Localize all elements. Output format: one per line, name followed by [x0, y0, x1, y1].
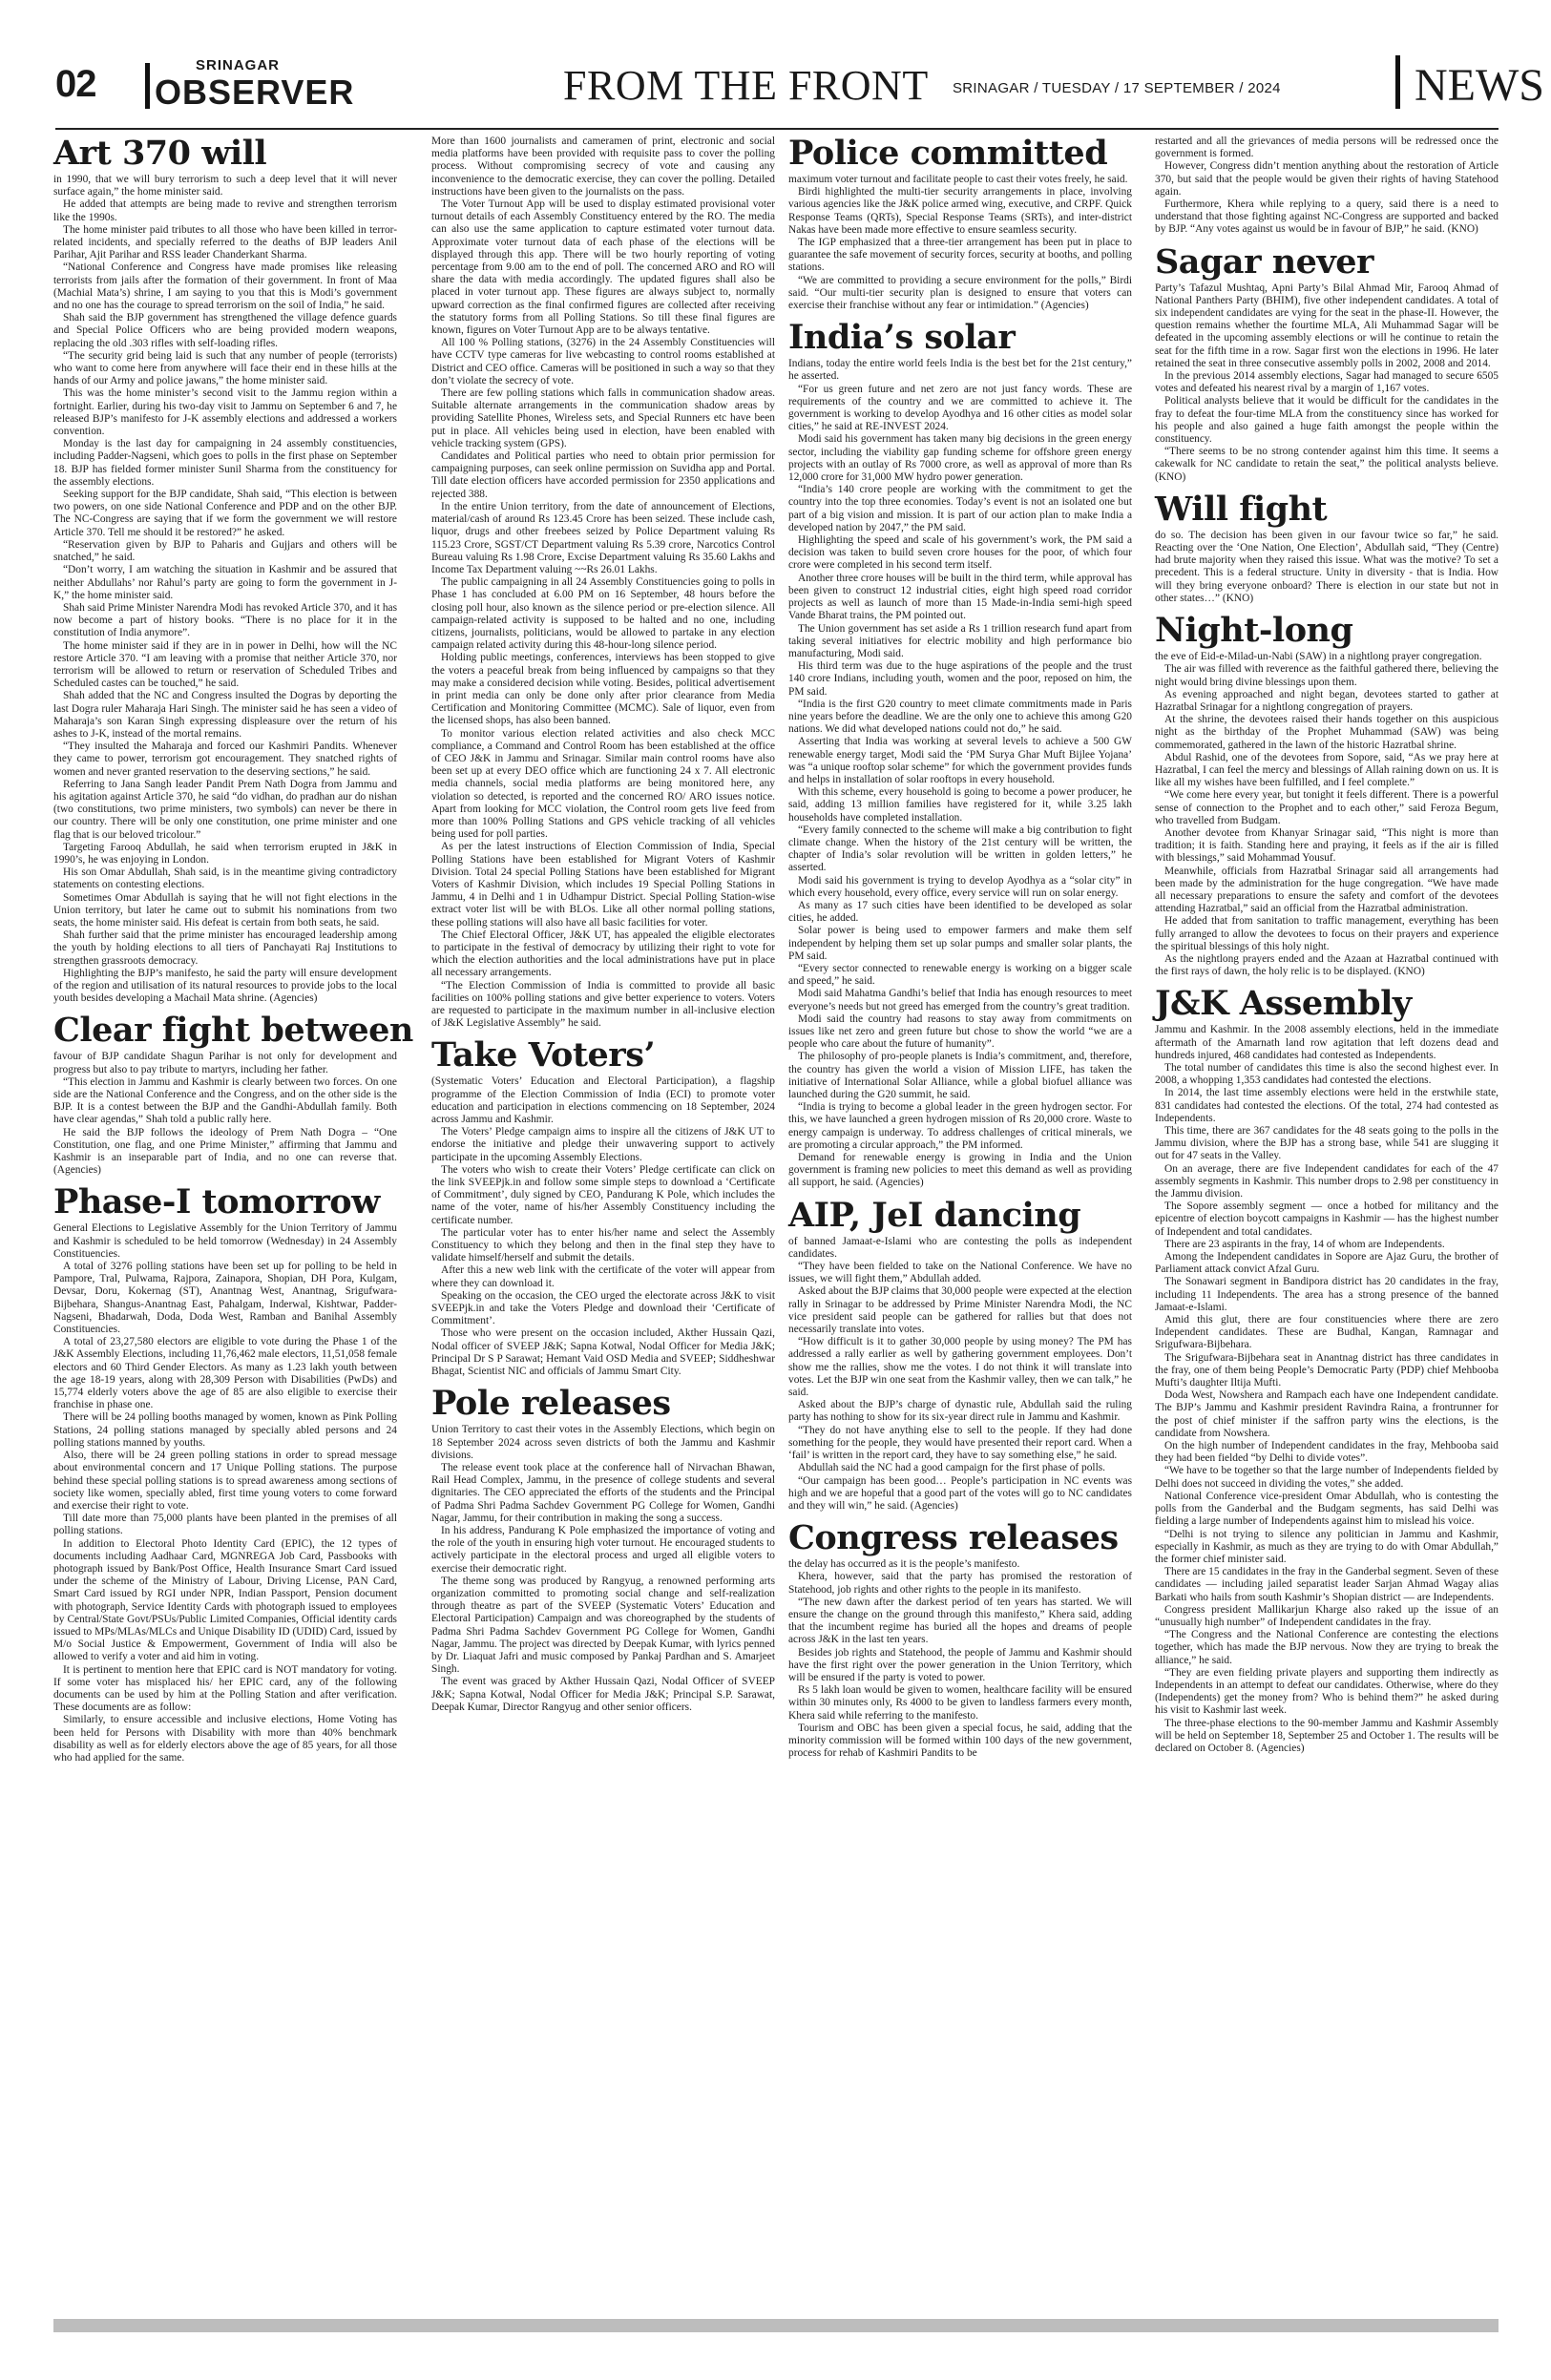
article-paragraph: Also, there will be 24 green polling stations in order to spread message about environmental concern and 17 Unique Polling stations. The purpose behind these special polling stations is to spread awareness among sections of society like women, specially abled, first time young voters to come forward and exercise their right to vote. — [53, 1450, 397, 1512]
headline: Sagar never — [1155, 241, 1373, 282]
article-sagar-never — [1155, 241, 1499, 484]
article-paragraph: The particular voter has to enter his/her name and select the Assembly Constituency to which they belong and then in the final step they have to validate himself/herself and submit the details. — [431, 1226, 775, 1264]
article-paragraph: With this scheme, every household is going to become a power producer, he said, adding 13 million families have registered for it, while 3.25 lakh households have completed installation. — [788, 786, 1132, 824]
article-paragraph: The home minister said if they are in in power in Delhi, how will the NC restore Article 370. “I am leaving with a promise that neither Article 370, nor terrorism will be allowed to return or reservation of Scheduled Tribes and Scheduled castes can be touched,” he said. — [53, 639, 397, 690]
article-paragraph: It is pertinent to mention here that EPIC card is NOT mandatory for voting. If some voter has misplaced his/ her EPIC card, any of the following documents can be used by him at the Polling Station and after verification. These documents are as follow: — [53, 1663, 397, 1714]
article-paragraph: In 2014, the last time assembly elections were held in the erstwhile state, 831 candidates had contested the elections. Of the total, 274 had contested as Independents. — [1155, 1087, 1499, 1124]
article-paragraph: restarted and all the grievances of media persons will be redressed once the government is formed. — [1155, 136, 1499, 160]
article-paragraph: Monday is the last day for campaigning in 24 assembly constituencies, including Padder-Nagseni, which goes to polls in the first phase on September 18. BJP has fielded former minister Sunil Sharma from the constituency for the assembly elections. — [53, 438, 397, 488]
article-paragraph: Modi said Mahatma Gandhi’s belief that India has enough resources to meet everyone’s needs but not greed has emerged from the country’s great tradition. — [788, 988, 1132, 1013]
article-paragraph: Referring to Jana Sangh leader Pandit Prem Nath Dogra from Jammu and his agitation against Article 370, he said “do vidhan, do pradhan aur do nishan (two constitutions, two prime ministers, two symbols) can never be there in our country. There will be only one constitution, one prime minister and one flag that is our beloved tricolour.” — [53, 778, 397, 841]
article-paragraph: favour of BJP candidate Shagun Parihar is not only for development and progress but also to pay tribute to martyrs, including her father. — [53, 1051, 397, 1075]
article-paragraph: The Sopore assembly segment — once a hotbed for militancy and the epicentre of election boycott campaigns in Kashmir — has the highest number of Independent and total candidates. — [1155, 1200, 1499, 1238]
article-paragraph: Solar power is being used to empower farmers and make them self independent by helping them set up solar pumps and smaller solar plants, the PM said. — [788, 925, 1132, 962]
article-paragraph: This was the home minister’s second visit to the Jammu region within a fortnight. Earlier, during his two-day visit to Jammu on September 6 and 7, he released BJP’s manifesto for J-K assembly elections and addressed a workers convention. — [53, 387, 397, 438]
article-paragraph: Birdi highlighted the multi-tier security arrangements in place, involving various agencies like the J&K police armed wing, executive, and CRPF. Quick Response Teams (QRTs), Special Response Teams (SRTs), and inter-district Nakas have been made more effective to ensure seamless security. — [788, 186, 1132, 236]
headline: Pole releases — [431, 1384, 671, 1424]
article-paragraph: At the shrine, the devotees raised their hands together on this auspicious night as the birthday of the Prophet Muhammad (SAW) was being commemorated, gathered in the lawn of the historic Hazratbal shrine. — [1155, 714, 1499, 751]
article-paragraph: “Reservation given by BJP to Paharis and Gujjars and others will be snatched,” he said. — [53, 538, 397, 564]
article-indias-solar — [788, 320, 1132, 1189]
masthead-rule — [55, 128, 1499, 130]
article-clear-fight — [53, 1011, 413, 1177]
headline: Art 370 will — [53, 134, 267, 173]
headline: Clear fight between — [53, 1011, 413, 1051]
article-paragraph: “For us green future and net zero are not just fancy words. These are requirements of the country and we are committed to achieve it. The government is working to develop Ayodhya and 16 other cities as model solar cities,” he said at RE-INVEST 2024. — [788, 383, 1132, 433]
article-paragraph: Highlighting the speed and scale of his government’s work, the PM said a decision was taken to build seven crore houses for the poor, of which four crore were completed in his second term itself. — [788, 534, 1132, 572]
article-paragraph: Sometimes Omar Abdullah is saying that he will not fight elections in the Union territory, but later he came out to submit his nominations from two seats, the home minister said. His defeat is certain from both seats, he said. — [53, 891, 397, 929]
article-paragraph: “We come here every year, but tonight it feels different. There is a powerful sense of connection to the Prophet and to each other,” said Feroza Begum, who travelled from Budgam. — [1155, 789, 1499, 826]
article-paragraph: The release event took place at the conference hall of Nirvachan Bhawan, Rail Head Complex, Jammu, in the presence of college students and several dignitaries. The CEO appreciated the efforts of the students and the Principal of Padma Shri Padma Sachdev Government PG College for Women, Gandhi Nagar, Jammu, for their contribution in making the song a success. — [431, 1461, 775, 1524]
masthead-divider — [1395, 55, 1400, 109]
article-paragraph: do so. The decision has been given in our favour twice so far,” he said. Reacting over the ‘One Nation, One Election’, Abdullah said, “They (Centre) had brute majority when they raised this issue. What was the motive? To set a precedent. This is a federal structure. Unity in diversity - that is India. How will they bring everyone onboard? There is election in our state but not in other states…” (KNO) — [1155, 529, 1499, 604]
article-paragraph: Indians, today the entire world feels India is the best bet for the 21st century,” he asserted. — [788, 358, 1132, 383]
article-paragraph: Holding public meetings, conferences, interviews has been stopped to give the voters a peaceful break from being influenced by campaigns so that they may make a considered decision while voting. Besides, political advertisement in print media can only be done only after prior clearance from Media Certification and Monitoring Committee (MCMC). Sale of liquor, even from the licensed shops, has also been banned. — [431, 652, 775, 727]
brand-top: SRINAGAR — [195, 57, 280, 73]
headline: Night-long — [1155, 611, 1353, 651]
column-4 — [1155, 136, 1499, 1763]
article-paragraph: The Union government has set aside a Rs 1 trillion research fund apart from taking several initiatives for electric mobility and high performance bio manufacturing, Modi said. — [788, 622, 1132, 659]
article-paragraph: Furthermore, Khera while replying to a query, said there is a need to understand that those fighting against NC-Congress are supported and backed by BJP. “Any votes against us would be in favour of BJP,” he said. (KNO) — [1155, 198, 1499, 236]
article-paragraph: “India is the first G20 country to meet climate commitments made in Paris nine years before the deadline. We are the only one to achieve this among G20 nations. We did what developed nations could not do,” he said. — [788, 698, 1132, 736]
article-paragraph: “This election in Jammu and Kashmir is clearly between two forces. On one side are the National Conference and the Congress, and on the other side is the BJP. It is a contest between the BJP and the Gandhi-Abdullah family. Both have clear agendas,” Shah told a public rally here. — [53, 1075, 397, 1126]
article-paragraph: “Don’t worry, I am watching the situation in Kashmir and be assured that neither Abdullahs’ nor Rahul’s party are going to form the government in J-K,” the home minister said. — [53, 564, 397, 601]
article-paragraph: After this a new web link with the certificate of the voter will appear from where they can download it. — [431, 1264, 775, 1289]
article-paragraph: General Elections to Legislative Assembly for the Union Territory of Jammu and Kashmir is scheduled to be held tomorrow (Wednesday) in 24 Assembly Constituencies. — [53, 1222, 397, 1260]
article-paragraph: He said the BJP follows the ideology of Prem Nath Dogra – “One Constitution, one flag, and one Prime Minister,” affirming that Jammu and Kashmir is an inseparable part of India, and no one can reverse that. (Agencies) — [53, 1126, 397, 1177]
page-number: 02 — [55, 63, 96, 105]
article-paragraph: The Srigufwara-Bijbehara seat in Anantnag district has three candidates in the fray, one of them being People’s Democratic Party (PDP) chief Mehbooba Mufti’s daughter Iltija Mufti. — [1155, 1351, 1499, 1389]
article-paragraph: Shah further said that the prime minister has encouraged leadership among the youth by holding elections to all tiers of Panchayati Raj Institutions to strengthen grassroots democracy. — [53, 929, 397, 967]
article-paragraph: Asked about the BJP’s charge of dynastic rule, Abdullah said the ruling party has nothing to show for its six-year direct rule in Jammu and Kashmir. — [788, 1399, 1132, 1424]
article-paragraph: The three-phase elections to the 90-member Jammu and Kashmir Assembly will be held on September 18, September 25 and October 1. The results will be declared on October 8. (Agencies) — [1155, 1717, 1499, 1754]
article-paragraph: “The security grid being laid is such that any number of people (terrorists) who want to come here from anywhere will face their end in these hills at the hands of our Army and police jawans,” the home minister said. — [53, 349, 397, 387]
article-paragraph: Among the Independent candidates in Sopore are Ajaz Guru, the brother of Parliament attack convict Afzal Guru. — [1155, 1251, 1499, 1276]
article-paragraph: All 100 % Polling stations, (3276) in the 24 Assembly Constituencies will have CCTV type cameras for live webcasting to control rooms established at District and CEO office. Cameras will be positioned in such a way so that they don’t violate the secrecy of vote. — [431, 337, 775, 386]
article-paragraph: the delay has occurred as it is the people’s manifesto. — [788, 1558, 1020, 1571]
article-paragraph: As many as 17 such cities have been identified to be developed as solar cities, he added. — [788, 899, 1132, 925]
article-paragraph: Rs 5 lakh loan would be given to women, healthcare facility will be ensured within 30 minutes only, Rs 4000 to be given to landless farmers every month, Khera said while referring to the manifesto. — [788, 1684, 1132, 1722]
article-paragraph: Modi said his government is trying to develop Ayodhya as a “solar city” in which every household, every office, every service will run on solar energy. — [788, 874, 1132, 899]
article-paragraph: Meanwhile, officials from Hazratbal Srinagar said all arrangements had been made by the administration for the huge congregation. “We have made all necessary preparations to ensure the safety and comfort of the devotees attending Hazratbal,” said an official from the Hazratbal administration. — [1155, 865, 1499, 915]
article-paragraph: The air was filled with reverence as the faithful gathered there, believing the night would bring divine blessings upon them. — [1155, 663, 1499, 688]
article-paragraph: However, Congress didn’t mention anything about the restoration of Article 370, but said that the people would be given their rights of having Statehood again. — [1155, 160, 1499, 198]
article-phase-one-continued — [431, 136, 775, 1030]
article-paragraph: He added that attempts are being made to revive and strengthen terrorism like the 1990s. — [53, 198, 397, 223]
article-paragraph: More than 1600 journalists and cameramen of print, electronic and social media platforms have been provided with requisite pass to cover the polling process. Without compromising secrecy of vote and causing any inconvenience to the democratic exercise, they can cover the polling. Detailed instructions have been given to the journalists on the pass. — [431, 136, 775, 198]
news-tag: NEWS — [1415, 60, 1544, 111]
section-title: FROM THE FRONT — [563, 62, 929, 109]
article-paragraph: Seeking support for the BJP candidate, Shah said, “This election is between two powers, on one side National Conference and PDP and on the other BJP. The NC-Congress are saying that if we form the government we will restore Article 370. Tell me should it be restored?” he asked. — [53, 489, 397, 538]
article-paragraph: Party’s Tafazul Mushtaq, Apni Party’s Bilal Ahmad Mir, Farooq Ahmad of National Panthers Party (BHIM), five other independent candidates. A total of six independent candidates are vying for the seat in the phase-II. However, the question remains whether the fourtime MLA, Ali Muhammad Sagar will be defeated in the upcoming assembly elections or will he continue to retain the seat for the fifth time in a row. Sagar first won the elections in 1996. He later retained the seat in three consecutive assembly polls in 2002, 2008 and 2014. — [1155, 282, 1499, 369]
article-paragraph: “Every family connected to the scheme will make a big contribution to fight climate change. When the history of the 21st century will be written, the chapter of India’s solar revolution will be written in golden letters,” he asserted. — [788, 824, 1132, 874]
article-paragraph: (Systematic Voters’ Education and Electoral Participation), a flagship programme of the Election Commission of India (ECI) to promote voter education and participation in elections commencing on 18 September, 2024 across Jammu and Kashmir. — [431, 1075, 775, 1126]
masthead-divider — [145, 63, 150, 109]
article-paragraph: “India’s 140 crore people are working with the commitment to get the country into the top three economies. Today’s event is not an isolated one but part of a big vision and mission. It is part of our action plan to make India a developed nation by 2047,” the PM said. — [788, 484, 1132, 533]
article-paragraph: This time, there are 367 candidates for the 48 seats going to the polls in the Jammu division, where the BJP has a strong base, while 541 are slugging it out for 47 seats in the Valley. — [1155, 1125, 1499, 1162]
article-paragraph: Demand for renewable energy is growing in India and the Union government is framing new policies to meet this demand as well as providing all support, he said. (Agencies) — [788, 1152, 1132, 1189]
article-paragraph: Abdullah said the NC had a good campaign for the first phase of polls. — [798, 1462, 1106, 1474]
article-paragraph: In addition to Electoral Photo Identity Card (EPIC), the 12 types of documents including Aadhaar Card, MGNREGA Job Card, Passbooks with photograph issued by Bank/Post Office, Health Insurance Smart Card issued under the scheme of the Ministry of Labour, Driving License, PAN Card, Smart Card issued by RGI under NPR, Indian Passport, Pension document with photograph, Service Identity Cards with photograph issued to employees by Central/State Govt/PSUs/Public Limited Companies, Official identity cards issued to MPs/MLAs/MLCs and Unique Disability ID (UDID) Card, issued by M/o Social Justice & Empowerment, Government of India will also be allowed to verify a voter and aid him in voting. — [53, 1537, 397, 1663]
headline: Take Voters’ — [431, 1035, 656, 1075]
article-congress-releases — [788, 1520, 1132, 1760]
article-art-370 — [53, 136, 397, 1005]
headline: Police committed — [788, 134, 1108, 173]
article-police-committed — [788, 136, 1132, 312]
dateline: SRINAGAR / TUESDAY / 17 SEPTEMBER / 2024 — [953, 80, 1281, 96]
article-paragraph: Doda West, Nowshera and Rampach each have one Independent candidate. The BJP’s Jammu and Kashmir president Ravindra Raina, a frontrunner for the post of chief minister if the saffron party wins the elections, is the candidate from Nowshera. — [1155, 1389, 1499, 1439]
article-paragraph: “The new dawn after the darkest period of ten years has started. We will ensure the change on the ground through this manifesto,” Khera said, adding that the incumbent regime has buried all the hopes and dreams of people across J&K in the last ten years. — [788, 1596, 1132, 1646]
article-paragraph: National Conference vice-president Omar Abdullah, who is contesting the polls from the Ganderbal and the Budgam segments, has said Delhi was fielding a large number of Independents against him to mislead his voice. — [1155, 1490, 1499, 1528]
article-paragraph: “National Conference and Congress have made promises like releasing terrorists from jails after the formation of their government. In front of Maa (Machial Mata’s) shrine, I am saying to you that this is Modi’s government and no one has the courage to spread terrorism on the soil of India,” he said. — [53, 261, 397, 312]
article-paragraph: The public campaigning in all 24 Assembly Constituencies going to polls in Phase 1 has concluded at 6.00 PM on 16 September, 48 hours before the closing poll hour, also known as the silence period or pre-election silence. All campaign-related activity is supposed to be halted and no one, including citizens, journalists, politicians, would be allowed to partake in any election campaign related activity during this 48-hour-long silence period. — [431, 576, 775, 652]
article-paragraph: In his address, Pandurang K Pole emphasized the importance of voting and the role of the youth in ensuring high voter turnout. He encouraged students to actively participate in the electoral process and urged all eligible voters to exercise their democratic right. — [431, 1524, 775, 1575]
article-paragraph: Shah said Prime Minister Narendra Modi has revoked Article 370, and it has now become a part of history books. “There is no place for it in the constitution of India anymore”. — [53, 601, 397, 639]
article-paragraph: “India is trying to become a global leader in the green hydrogen sector. For this, we have launched a green hydrogen mission of Rs 20,000 crore. Waste to energy campaign is underway. To address challenges of critical minerals, we are promoting a circular approach,” the PM informed. — [788, 1101, 1132, 1151]
article-paragraph: Till date more than 75,000 plants have been planted in the premises of all polling stations. — [53, 1513, 397, 1537]
article-paragraph: Speaking on the occasion, the CEO urged the electorate across J&K to visit SVEEPjk.in and take the Voters Pledge and download their ‘Certificate of Commitment’. — [431, 1289, 775, 1327]
article-paragraph: There are 15 candidates in the fray in the Ganderbal segment. Seven of these candidates — including jailed separatist leader Sarjan Ahmad Wagay alias Barkati who hails from south Kashmir’s Shopian district — are Independents. — [1155, 1566, 1499, 1603]
article-paragraph: “They have been fielded to take on the National Conference. We have no issues, we will fight them,” Abdullah added. — [788, 1261, 1132, 1285]
article-paragraph: The Chief Electoral Officer, J&K UT, has appealed the eligible electorates to participate in the festival of democracy by utilizing their right to vote for which the election authorities and the local administrations have put in place all necessary arrangements. — [431, 929, 775, 979]
article-paragraph: The Sonawari segment in Bandipora district has 20 candidates in the fray, including 11 Independents. The area has a strong presence of the banned Jamaat-e-Islami. — [1155, 1276, 1499, 1313]
article-paragraph: On an average, there are five Independent candidates for each of the 47 assembly segments in Kashmir. This number drops to 2.98 per constituency in the Jammu division. — [1155, 1162, 1499, 1200]
article-paragraph: Another devotee from Khanyar Srinagar said, “This night is more than tradition; it is faith. Standing here and praying, it feels as if the air is filled with blessings,” said Mohammad Yousuf. — [1155, 826, 1499, 865]
article-phase-one — [53, 1184, 397, 1764]
article-aip-jei — [788, 1195, 1132, 1513]
article-paragraph: His son Omar Abdullah, Shah said, is in the meantime giving contradictory statements on contesting elections. — [53, 866, 397, 891]
article-paragraph: “We have to be together so that the large number of Independents fielded by Delhi does not succeed in dividing the votes,” she added. — [1155, 1465, 1499, 1490]
column-3 — [788, 136, 1132, 1767]
article-paragraph: The philosophy of pro-people planets is India’s commitment, and, therefore, the country has given the world a vision of Mission LIFE, has taken the initiative of International Solar Alliance, while a global biofuel alliance was launched during the G20 summit, he said. — [788, 1051, 1132, 1101]
article-congress-continued — [1155, 136, 1499, 237]
article-paragraph: A total of 23,27,580 electors are eligible to vote during the Phase 1 of the J&K Assembly Elections, including 11,76,462 male electors, 11,51,058 female electors and 60 Third Gender Electors. As many as 1.23 lakh youth between the age 18-19 years, along with 28,309 Person with Disabilities (PwDs) and 15,774 elderly voters above the age of 85 are also eligible to exercise their franchise in phase one. — [53, 1336, 397, 1411]
article-jk-assembly — [1155, 986, 1499, 1755]
article-paragraph: “The Election Commission of India is committed to provide all basic facilities on 100% polling stations and give better experience to voters. Voters are requested to participate in the maximum number in all-inclusive election of J&K Legislative Assembly” he said. — [431, 979, 775, 1030]
article-paragraph: There will be 24 polling booths managed by women, known as Pink Polling Stations, 24 polling stations managed by specially abled persons and 24 polling stations manned by youths. — [53, 1411, 397, 1449]
article-paragraph: There are 23 aspirants in the fray, 14 of whom are Independents. — [1164, 1238, 1445, 1250]
article-paragraph: maximum voter turnout and facilitate people to cast their votes freely, he said. — [788, 174, 1128, 185]
article-paragraph: Khera, however, said that the party has promised the restoration of Statehood, job rights and other rights to the people in its manifesto. — [788, 1571, 1132, 1596]
article-paragraph: “Every sector connected to renewable energy is working on a bigger scale and speed,” he said. — [788, 962, 1132, 988]
article-paragraph: “The Congress and the National Conference are contesting the elections together, which has made the BJP nervous. Now they are trying to break the alliance,” he said. — [1155, 1629, 1499, 1666]
article-paragraph: “They do not have anything else to sell to the people. If they had done something for the people, they would have presented their report card. When a ‘fail’ is written in the report card, they have to say something else,” he said. — [788, 1424, 1132, 1462]
brand-logo: OBSERVER — [155, 73, 355, 112]
article-paragraph: of banned Jamaat-e-Islami who are contesting the polls as independent candidates. — [788, 1235, 1132, 1260]
footer-bar — [53, 2319, 1499, 2332]
article-paragraph: Political analysts believe that it would be difficult for the candidates in the fray to defeat the four-time MLA from the constituency since has worked for his people and also gained a huge faith amongst the people within the constituency. — [1155, 395, 1499, 446]
headline: AIP, JeI dancing — [788, 1195, 1081, 1235]
article-paragraph: Modi said the country had reasons to stay away from commitments on issues like net zero and green future but chose to show the world “we are a people who care about the future of humanity”. — [788, 1013, 1132, 1051]
article-paragraph: the eve of Eid-e-Milad-un-Nabi (SAW) in a nightlong prayer congregation. — [1155, 651, 1482, 663]
article-paragraph: Shah added that the NC and Congress insulted the Dogras by deporting the last Dogra ruler Maharaja Hari Singh. The minister said he has seen a video of Maharaja’s son Karan Singh expressing displeasure over the return of his ashes to J-K, instead of the mortal remains. — [53, 690, 397, 740]
article-paragraph: Highlighting the BJP’s manifesto, he said the party will ensure development of the region and utilisation of its natural resources to provide jobs to the local youth besides developing a Machail Mata shrine. (Agencies) — [53, 967, 397, 1005]
article-paragraph: A total of 3276 polling stations have been set up for polling to be held in Pampore, Tral, Pulwama, Rajpora, Zainapora, Shopian, DH Pora, Kulgam, Devsar, Doru, Kokernag (ST), Anantnag West, Anantnag, Srigufwara-Bijbehara, Shangus-Anantnag East, Pahalgam, Inderwal, Kishtwar, Padder-Nagseni, Bhadarwah, Doda, Doda West, Ramban and Banihal Assembly Constituencies. — [53, 1261, 397, 1336]
article-paragraph: The Voters’ Pledge campaign aims to inspire all the citizens of J&K UT to endorse the initiative and pledge their unwavering support to actively participate in the upcoming Assembly Elections. — [431, 1126, 775, 1163]
headline: India’s solar — [788, 318, 1016, 358]
article-paragraph: As per the latest instructions of Election Commission of India, Special Polling Stations have been established for Migrant Voters of Kashmir Division. Total 24 special Polling Stations have been established for Migrant Voters of Kashmir Division, which includes 19 Special Polling Stations in Jammu, 4 in Delhi and 1 in Udhampur District. Special Polling Station-wise extract voter list will be with BLOs. Like all other normal polling stations, these polling stations will also have all basic facilities for voter. — [431, 841, 775, 929]
headline: Congress releases — [788, 1518, 1119, 1558]
article-paragraph: Tourism and OBC has been given a special focus, he said, adding that the minority commission will be formed within 100 days of the new government, process for rehab of Kashmiri Pandits to be — [788, 1722, 1132, 1760]
article-paragraph: “There seems to be no strong contender against him this time. It seems a cakewalk for NC candidate to retain the seat,” the political analysts believe. (KNO) — [1155, 446, 1499, 483]
article-paragraph: Congress president Mallikarjun Kharge also raked up the issue of an “unusually high number” of Independent candidates in the fray. — [1155, 1603, 1499, 1628]
article-take-voters — [431, 1037, 775, 1378]
article-paragraph: The home minister paid tributes to all those who have been killed in terror-related incidents, and specially referred to the deaths of BJP leaders Anil Parihar, Ajit Parihar and RSS leader Chanderkant Sharma. — [53, 223, 397, 261]
article-paragraph: Besides job rights and Statehood, the people of Jammu and Kashmir should have the first right over the power generation in the Union Territory, which will be ensured if the party is voted to power. — [788, 1646, 1132, 1683]
article-paragraph: Asserting that India was working at several levels to achieve a 500 GW renewable energy target, Modi said the ‘PM Surya Ghar Muft Bijlee Yojana’ was “a unique rooftop solar scheme” for which the government provides funds and helps in installation of solar rooftops in every household. — [788, 736, 1132, 785]
article-paragraph: As evening approached and night began, devotees started to gather at Hazratbal Srinagar for a nightlong congregation of prayers. — [1155, 688, 1499, 713]
article-paragraph: Modi said his government has taken many big decisions in the green energy sector, including the viability gap funding scheme for offshore green energy projects with an outlay of Rs 7000 crore, as well as approval of more than Rs 12,000 crore for 31,000 MW hydro power generation. — [788, 433, 1132, 484]
article-paragraph: To monitor various election related activities and also check MCC compliance, a Command and Control Room has been established at the office of CEO J&K in Jammu and Srinagar. Similar main control rooms have also been set up at every DEO office which are functioning 24 x 7. All electronic media channels, social media platforms are being monitored here, any violation so detected, is reported and the concerned RO/ ARO issues notice. Apart from looking for MCC violation, the Control room gets live feed from more than 100% Polling Stations and GPS vehicle tracking of all vehicles being used for poll parties. — [431, 727, 775, 841]
article-night-long — [1155, 613, 1499, 978]
article-paragraph: Jammu and Kashmir. In the 2008 assembly elections, held in the immediate aftermath of the Amarnath land row agitation that left dozens dead and hundreds injured, 468 candidates had contested as Independents. — [1155, 1024, 1499, 1061]
article-paragraph: “We are committed to providing a secure environment for the polls,” Birdi said. “Our multi-tier security plan is designed to ensure that voters can exercise their franchise without any fear or intimidation.” (Agencies) — [788, 274, 1132, 312]
masthead — [55, 55, 1544, 122]
article-will-fight — [1155, 491, 1499, 605]
article-paragraph: The Voter Turnout App will be used to display estimated provisional voter turnout details of each Assembly Constituency entered by the RO. The media can also use the same application to capture estimated voter turnout data. Approximate voter turnout data of each phase of the elections will be displayed through this app. There will be two hourly reporting of voting percentage from 9.00 am to the end of poll. The concerned ARO and RO will share the data with media accordingly. The updated figures shall also be placed in voter turnout app. These figures are always subject to, normally upward correction as the final confirmed figures are collected after receiving the statutory forms from all Polling Stations. So till these final figures are known, figures on Voter Turnout App are to be always tentative. — [431, 198, 775, 337]
article-paragraph: Candidates and Political parties who need to obtain prior permission for campaigning purposes, can seek online permission on Suvidha app and Portal. Till date election officers have accorded permission for 2350 applications and rejected 388. — [431, 450, 775, 500]
article-paragraph: In the entire Union territory, from the date of announcement of Elections, material/cash of around Rs 123.45 Crore has been seized. These include cash, liquor, drugs and other freebees seized by Police Department valuing Rs 115.23 Crore, SGST/CT Department valuing Rs 5.39 crore, Narcotics Control Bureau valuing Rs 1.98 Crore, Excise Department valuing Rs 35.60 Lakhs and Income Tax Department valuing ~~Rs 26.01 Lakhs. — [431, 500, 775, 575]
article-paragraph: in 1990, that we will bury terrorism to such a deep level that it will never surface again,” the home minister said. — [53, 174, 397, 198]
article-paragraph: The IGP emphasized that a three-tier arrangement has been put in place to guarantee the safe movement of security forces, security at booths, and polling stations. — [788, 237, 1132, 274]
article-paragraph: As the nightlong prayers ended and the Azaan at Hazratbal continued with the first rays of dawn, the holy relic is to be displayed. (KNO) — [1155, 952, 1499, 978]
article-paragraph: “How difficult is it to gather 30,000 people by using money? The PM has addressed a rally earlier as well by gathering government employees. Don’t show me the rallies, show me the votes. I do not think it will translate into votes. Let the BJP win one seat from the Kashmir valley, then we can talk,” he said. — [788, 1336, 1132, 1399]
article-paragraph: Shah said the BJP government has strengthened the village defence guards and Special Police Officers who are being provided modern weapons, replacing the old .303 rifles with self-loading rifles. — [53, 312, 397, 349]
article-paragraph: “They are even fielding private players and supporting them indirectly as Independents in an attempt to defeat our candidates. Otherwise, where do they (Independents) get the money from? Who is behind them?” he asked during his visit to Kashmir last week. — [1155, 1666, 1499, 1717]
article-paragraph: Amid this glut, there are four constituencies where there are zero Independent candidates. These are Budhal, Kangan, Ramnagar and Srigufwara-Bijbehara. — [1155, 1314, 1499, 1351]
article-paragraph: Those who were present on the occasion included, Akther Hussain Qazi, Nodal officer of SVEEP J&K; Sapna Kotwal, Nodal Officer for Media J&K; Principal Dr S P Sarawat; Hemant Vaid OSD Media and SVEEP; Siddheshwar Bhagat, Scientist NIC and officials of Jammu Smart City. — [431, 1327, 775, 1378]
article-paragraph: Abdul Rashid, one of the devotees from Sopore, said, “As we pray here at Hazratbal, I can feel the mercy and blessings of Allah raining down on us. It is like all my wishes have been fulfilled, and I feel complete.” — [1155, 751, 1499, 789]
article-pole-releases — [431, 1386, 775, 1714]
article-paragraph: The total number of candidates this time is also the second highest ever. In 2008, a whopping 1,353 candidates had contested the elections. — [1155, 1061, 1499, 1087]
article-paragraph: The theme song was produced by Rangyug, a renowned performing arts organization committed to promoting social change and self-realization through theatre as part of the SVEEP (Systematic Voters’ Education and Electoral Participation) Campaign and was choreographed by the students of Padma Shri Padma Sachdev Government PG College for Women, Gandhi Nagar, Jammu. The project was directed by Deepak Kumar, with lyrics penned by Dr. Liaquat Jafri and music composed by Pankaj Pardhan and S. Amarjeet Singh. — [431, 1575, 775, 1676]
article-paragraph: Asked about the BJP claims that 30,000 people were expected at the election rally in Srinagar to be addressed by Prime Minister Narendra Modi, the NC vice president said people can be gathered for rallies but that does not necessarily translate into votes. — [788, 1285, 1132, 1336]
article-paragraph: Similarly, to ensure accessible and inclusive elections, Home Voting has been held for Persons with Disability with more than 40% benchmark disability as well as for elderly electors above the age of 85 years, for all those who had applied for the same. — [53, 1714, 397, 1764]
column-2 — [431, 136, 775, 1722]
article-paragraph: Another three crore houses will be built in the third term, while approval has been given to construct 12 industrial cities, eight high speed road corridor projects as well as launch of more than 15 Made-in-India semi-high speed Vande Bharat trains, the PM pointed out. — [788, 572, 1132, 622]
column-1 — [53, 134, 413, 1772]
headline: Will fight — [1155, 489, 1328, 529]
article-paragraph: His third term was due to the huge aspirations of the people and the trust 140 crore Indians, including youth, women and the poor, reposed on him, the PM said. — [788, 660, 1132, 698]
headline: Phase-I tomorrow — [53, 1182, 380, 1222]
article-paragraph: There are few polling stations which falls in communication shadow areas. Suitable alternate arrangements in the communication shadow areas by providing Satellite Phones, Wireless sets, and Special Runners etc have been put in place. All vehicles being used in election, have been enabled with vehicle tracking system (GPS). — [431, 387, 775, 449]
headline: J&K Assembly — [1155, 984, 1412, 1024]
article-paragraph: “Delhi is not trying to silence any politician in Jammu and Kashmir, especially in Kashmir, as much as they are trying to do with Omar Abdullah,” the former chief minister said. — [1155, 1528, 1499, 1565]
article-paragraph: The voters who wish to create their Voters’ Pledge certificate can click on the link SVEEPjk.in and follow some simple steps to download a ‘Certificate of Commitment’, duly signed by CEO, Pandurang K Pole, which includes the name of the voter, name of his/her Assembly Constituency including the certificate number. — [431, 1163, 775, 1226]
article-paragraph: Targeting Farooq Abdullah, he said when terrorism erupted in J&K in 1990’s, he was enjoying in London. — [53, 841, 397, 866]
article-paragraph: “Our campaign has been good… People’s participation in NC events was high and we are hopeful that a good part of the votes will go to NC candidates and they will win,” he said. (Agencies) — [788, 1474, 1132, 1512]
article-paragraph: He added that from sanitation to traffic management, everything has been fully arranged to allow the devotees to focus on their prayers and experience the spiritual blessings of this holy night. — [1155, 915, 1499, 952]
article-paragraph: The event was graced by Akther Hussain Qazi, Nodal Officer of SVEEP J&K; Sapna Kotwal, Nodal Officer for Media J&K; Principal S.P. Sarawat, Deepak Kumar, Director Rangyug and other senior officers. — [431, 1676, 775, 1713]
article-paragraph: Union Territory to cast their votes in the Assembly Elections, which begin on 18 September 2024 across seven districts of both the Jammu and Kashmir divisions. — [431, 1424, 775, 1461]
article-paragraph: In the previous 2014 assembly elections, Sagar had managed to secure 6505 votes and defeated his nearest rival by a margin of 1,167 votes. — [1155, 370, 1499, 395]
article-paragraph: On the high number of Independent candidates in the fray, Mehbooba said they had been fielded “by Delhi to divide votes”. — [1155, 1440, 1499, 1465]
article-paragraph: “They insulted the Maharaja and forced our Kashmiri Pandits. Whenever they came to power, terrorism got encouragement. They snatched rights of women and never granted reservation to the deserving sections,” he said. — [53, 741, 397, 778]
